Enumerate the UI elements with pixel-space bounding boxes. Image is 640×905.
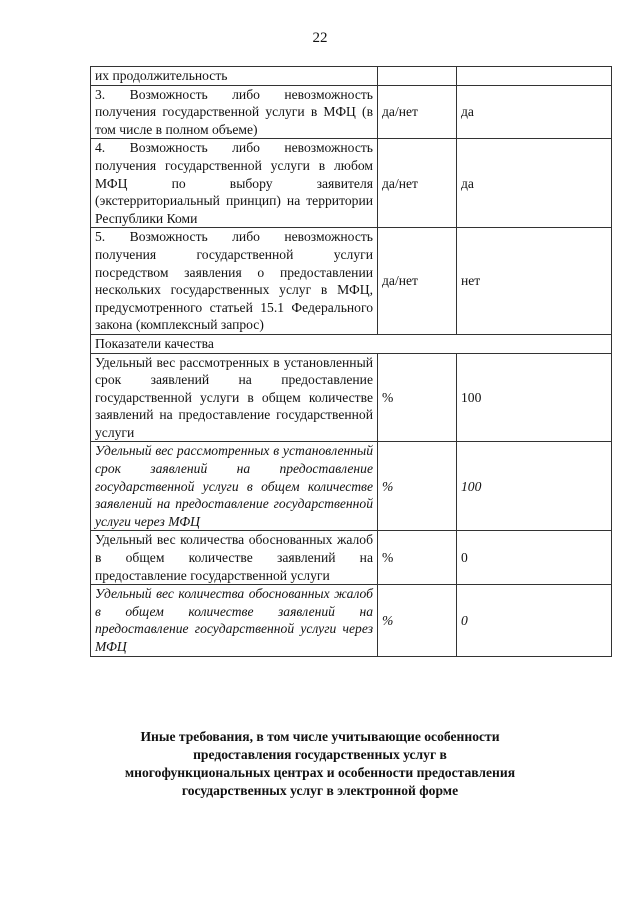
table-row [91,228,612,335]
table-section-header [91,334,612,353]
row-unit: % [378,531,457,585]
service-indicators-table [90,66,612,657]
row-description: Удельный вес количества обоснованных жалоб в общем количестве заявлений на предоставление государственной услуги через МФЦ [91,585,378,656]
row-value: 0 [457,531,612,585]
row-value: да [457,139,612,228]
row-description: Удельный вес количества обоснованных жалоб в общем количестве заявлений на предоставление государственной услуги [91,531,378,585]
table-row-continuation [91,67,612,86]
row-description: Удельный вес рассмотренных в установленный срок заявлений на предоставление государственной услуги в общем количестве заявлений на предоставление государственной услуги [91,353,378,442]
row-value: 0 [457,585,612,656]
table-row [91,353,612,442]
row-value: да [457,85,612,139]
table-row [91,85,612,139]
row-value: 100 [457,353,612,442]
row-value [457,67,612,86]
row-description: 5. Возможность либо невозможность получения государственной услуги посредством заявления о предоставлении нескольких государственных услуг в МФЦ, предусмотренного статьей 15.1 Федерального закона (комплексный запрос) [91,228,378,335]
row-description: их продолжительность [91,67,378,86]
table-row-mfc [91,585,612,656]
row-description: 3. Возможность либо невозможность получения государственной услуги в МФЦ (в том числе в полном объеме) [91,85,378,139]
table-row [91,531,612,585]
table-row [91,139,612,228]
row-description: 4. Возможность либо невозможность получения государственной услуги в любом МФЦ по выбору заявителя (экстерриториальный принцип) на территории Республики Коми [91,139,378,228]
section-heading: Иные требования, в том числе учитывающие особенности предоставления государственных услуг в многофункциональных центрах и особенности предоставления государственных услуг в электронной форме [124,729,516,798]
row-unit: % [378,585,457,656]
section-title: Показатели качества [91,334,612,353]
row-unit: да/нет [378,85,457,139]
row-unit: да/нет [378,139,457,228]
table-row-mfc [91,442,612,531]
page-number: 22 [312,30,328,46]
row-unit: % [378,353,457,442]
row-description: Удельный вес рассмотренных в установленный срок заявлений на предоставление государственной услуги в общем количестве заявлений на предоставление государственной услуги через МФЦ [91,442,378,531]
row-unit [378,67,457,86]
row-value: нет [457,228,612,335]
row-unit: % [378,442,457,531]
row-value: 100 [457,442,612,531]
row-unit: да/нет [378,228,457,335]
